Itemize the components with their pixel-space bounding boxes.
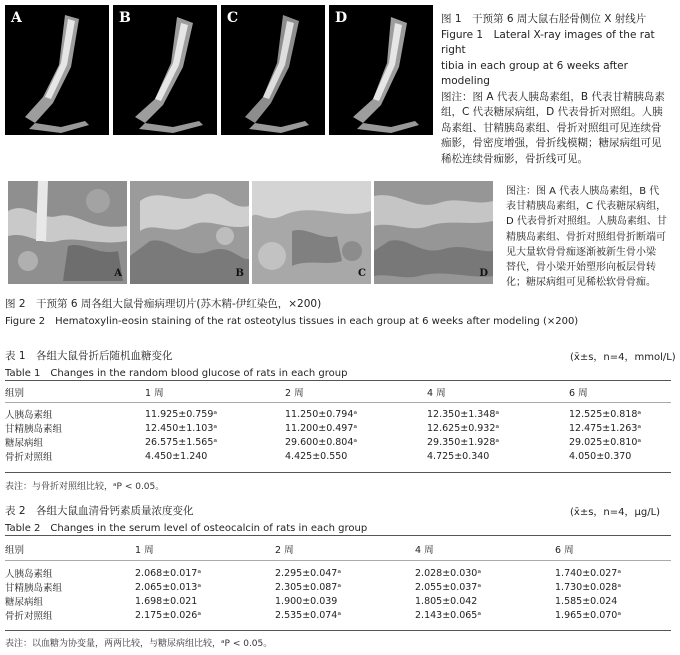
histology-image — [374, 181, 493, 284]
table2-note: 表注：以血糖为协变量，两两比较，与糖尿病组比较，ᵃP < 0.05。 — [5, 639, 273, 649]
table-header-rule — [5, 402, 671, 403]
figure1-title-en: tibia in each group at 6 weeks after modeling — [441, 59, 628, 87]
histology-image — [8, 181, 127, 284]
panel-label: C — [227, 10, 239, 26]
table-cell: 1.900±0.039 — [275, 595, 338, 607]
table-cell: 1.585±0.024 — [555, 595, 618, 607]
figure1-note: 稀松连续骨痂影，骨折线可见。 — [441, 152, 588, 165]
table-header-cell: 1 周 — [135, 545, 154, 556]
table-cell: 12.625±0.932ᵃ — [427, 422, 500, 434]
panel-label: A — [11, 10, 22, 26]
table-header-cell: 1 周 — [145, 388, 164, 399]
table-cell: 29.025±0.810ᵃ — [569, 436, 642, 448]
table-row — [5, 566, 671, 580]
table-cell: 26.575±1.565ᵃ — [145, 436, 218, 448]
table-bottom-rule — [5, 630, 671, 631]
table-header-cell: 6 周 — [569, 388, 588, 399]
table2 — [5, 542, 671, 556]
table-header-cell: 2 周 — [275, 545, 294, 556]
table1-title-zh: 表 1 各组大鼠骨折后随机血糖变化 — [5, 350, 173, 362]
table-cell: 29.600±0.804ᵃ — [285, 436, 358, 448]
figure2-note-line: 替代，骨小梁开始塑形向板层骨转 — [506, 262, 656, 274]
panel-label: B — [235, 268, 244, 279]
table1 — [5, 385, 671, 399]
table-cell: 1.740±0.027ᵃ — [555, 567, 622, 579]
table-cell: 人胰岛素组 — [5, 410, 53, 421]
table2-title-zh: 表 2 各组大鼠血清骨钙素质量浓度变化 — [5, 505, 194, 517]
xray-panel-c — [221, 5, 325, 135]
table2-title-en: Table 2 Changes in the serum level of osteocalcin of rats in each group — [5, 523, 368, 534]
histology-image — [252, 181, 371, 284]
table-cell: 1.730±0.028ᵃ — [555, 581, 622, 593]
table1-body — [5, 407, 671, 463]
table-header-rule — [5, 560, 671, 561]
table-cell: 4.450±1.240 — [145, 450, 208, 462]
figure1-caption — [441, 12, 677, 167]
table-header-cell: 4 周 — [415, 545, 434, 556]
table-row — [5, 608, 671, 622]
table-cell: 糖尿病组 — [5, 438, 44, 449]
table-cell: 11.250±0.794ᵃ — [285, 408, 358, 420]
table-cell: 4.725±0.340 — [427, 450, 490, 462]
table-row — [5, 407, 671, 421]
panel-label: A — [114, 268, 122, 279]
table-top-rule — [5, 535, 671, 536]
table-bottom-rule — [5, 472, 671, 473]
table-cell: 2.305±0.087ᵃ — [275, 581, 342, 593]
histology-panel-b — [130, 181, 249, 284]
figure2-note-line: 精胰岛素组、骨折对照组骨折断端可 — [506, 231, 666, 243]
table-cell: 2.295±0.047ᵃ — [275, 567, 342, 579]
table-cell: 12.525±0.818ᵃ — [569, 408, 642, 420]
panel-label: D — [479, 268, 488, 279]
figure2-note — [506, 184, 678, 290]
table-cell: 甘精胰岛素组 — [5, 424, 63, 435]
table-cell: 4.425±0.550 — [285, 450, 348, 462]
figure1-note: 痂影，骨密度增强，骨折线模糊；糖尿病组可见 — [441, 137, 662, 149]
table1-title-en: Table 1 Changes in the random blood glucose of rats in each group — [5, 368, 348, 379]
figure1-title-en: Figure 1 Lateral X-ray images of the rat right — [441, 28, 655, 56]
figure1-note: 组，C 代表糖尿病组，D 代表骨折对照组。人胰 — [441, 106, 663, 118]
figure2-note-line: 图注：图 A 代表人胰岛素组，B 代 — [506, 186, 660, 197]
table-cell: 12.350±1.348ᵃ — [427, 408, 500, 420]
table-header-cell: 组别 — [5, 545, 25, 556]
figure2-note-line: 见大量软骨骨痂逐渐被新生骨小梁 — [506, 246, 656, 258]
figure2-note-line: 表甘精胰岛素组，C 代表糖尿病组， — [506, 201, 667, 213]
table-cell: 4.050±0.370 — [569, 450, 632, 462]
table-top-rule — [5, 380, 671, 381]
histology-panel-a — [8, 181, 127, 284]
table-cell: 29.350±1.928ᵃ — [427, 436, 500, 448]
panel-label: C — [358, 268, 366, 279]
table2-unit: (x̄±s，n=4，μg/L) — [570, 507, 661, 518]
figure2-note-line: D 代表骨折对照组。人胰岛素组、甘 — [506, 216, 667, 228]
table-cell: 12.450±1.103ᵃ — [145, 422, 218, 434]
figure1-title-zh: 图 1 干预第 6 周大鼠右胫骨侧位 X 射线片 — [441, 13, 647, 25]
table-cell: 骨折对照组 — [5, 611, 53, 622]
table-row — [5, 594, 671, 608]
figure1-note: 岛素组、甘精胰岛素组、骨折对照组可见连续骨 — [441, 121, 662, 134]
table-header-row — [5, 385, 671, 399]
table-cell: 1.698±0.021 — [135, 595, 198, 607]
figure2-title-en: Figure 2 Hematoxylin-eosin staining of the rat osteotylus tissues in each group at 6 weeks after modeling (×200) — [5, 316, 579, 327]
table-cell: 2.055±0.037ᵃ — [415, 581, 482, 593]
table-cell: 1.805±0.042 — [415, 595, 478, 607]
histology-panel-d — [374, 181, 493, 284]
table1-note: 表注：与骨折对照组比较，ᵃP < 0.05。 — [5, 482, 165, 492]
histology-image — [130, 181, 249, 284]
table-cell: 骨折对照组 — [5, 452, 53, 463]
table-cell: 2.065±0.013ᵃ — [135, 581, 202, 593]
table-cell: 11.925±0.759ᵃ — [145, 408, 218, 420]
table-cell: 2.175±0.026ᵃ — [135, 609, 202, 621]
histology-panel-c — [252, 181, 371, 284]
table-cell: 12.475±1.263ᵃ — [569, 422, 642, 434]
table-header-cell: 2 周 — [285, 388, 304, 399]
table1-unit: (x̄±s，n=4，mmol/L) — [570, 352, 676, 363]
figure2-note-line: 化；糖尿病组可见稀松软骨骨痂。 — [506, 277, 656, 289]
panel-label: D — [335, 10, 348, 26]
table-cell: 2.068±0.017ᵃ — [135, 567, 202, 579]
table-cell: 11.200±0.497ᵃ — [285, 422, 358, 434]
table2-body — [5, 566, 671, 622]
table-row — [5, 435, 671, 449]
table-cell: 糖尿病组 — [5, 597, 44, 608]
xray-panel-a — [5, 5, 109, 135]
figure2-title-zh: 图 2 干预第 6 周各组大鼠骨痂病理切片(苏木精-伊红染色，×200) — [5, 298, 322, 310]
table-cell: 2.028±0.030ᵃ — [415, 567, 482, 579]
table-row — [5, 421, 671, 435]
table-cell: 2.535±0.074ᵃ — [275, 609, 342, 621]
table-header-row — [5, 542, 671, 556]
table-cell: 人胰岛素组 — [5, 569, 53, 580]
table-row — [5, 449, 671, 463]
panel-label: B — [119, 10, 131, 26]
table-cell: 2.143±0.065ᵃ — [415, 609, 482, 621]
xray-panel-b — [113, 5, 217, 135]
table-cell: 1.965±0.070ᵃ — [555, 609, 622, 621]
figure1-note: 图注：图 A 代表人胰岛素组，B 代表甘精胰岛素 — [441, 90, 665, 103]
xray-panel-d — [329, 5, 433, 135]
table-row — [5, 580, 671, 594]
table-header-cell: 6 周 — [555, 545, 574, 556]
table-cell: 甘精胰岛素组 — [5, 583, 63, 594]
table-header-cell: 4 周 — [427, 388, 446, 399]
table-header-cell: 组别 — [5, 388, 25, 399]
